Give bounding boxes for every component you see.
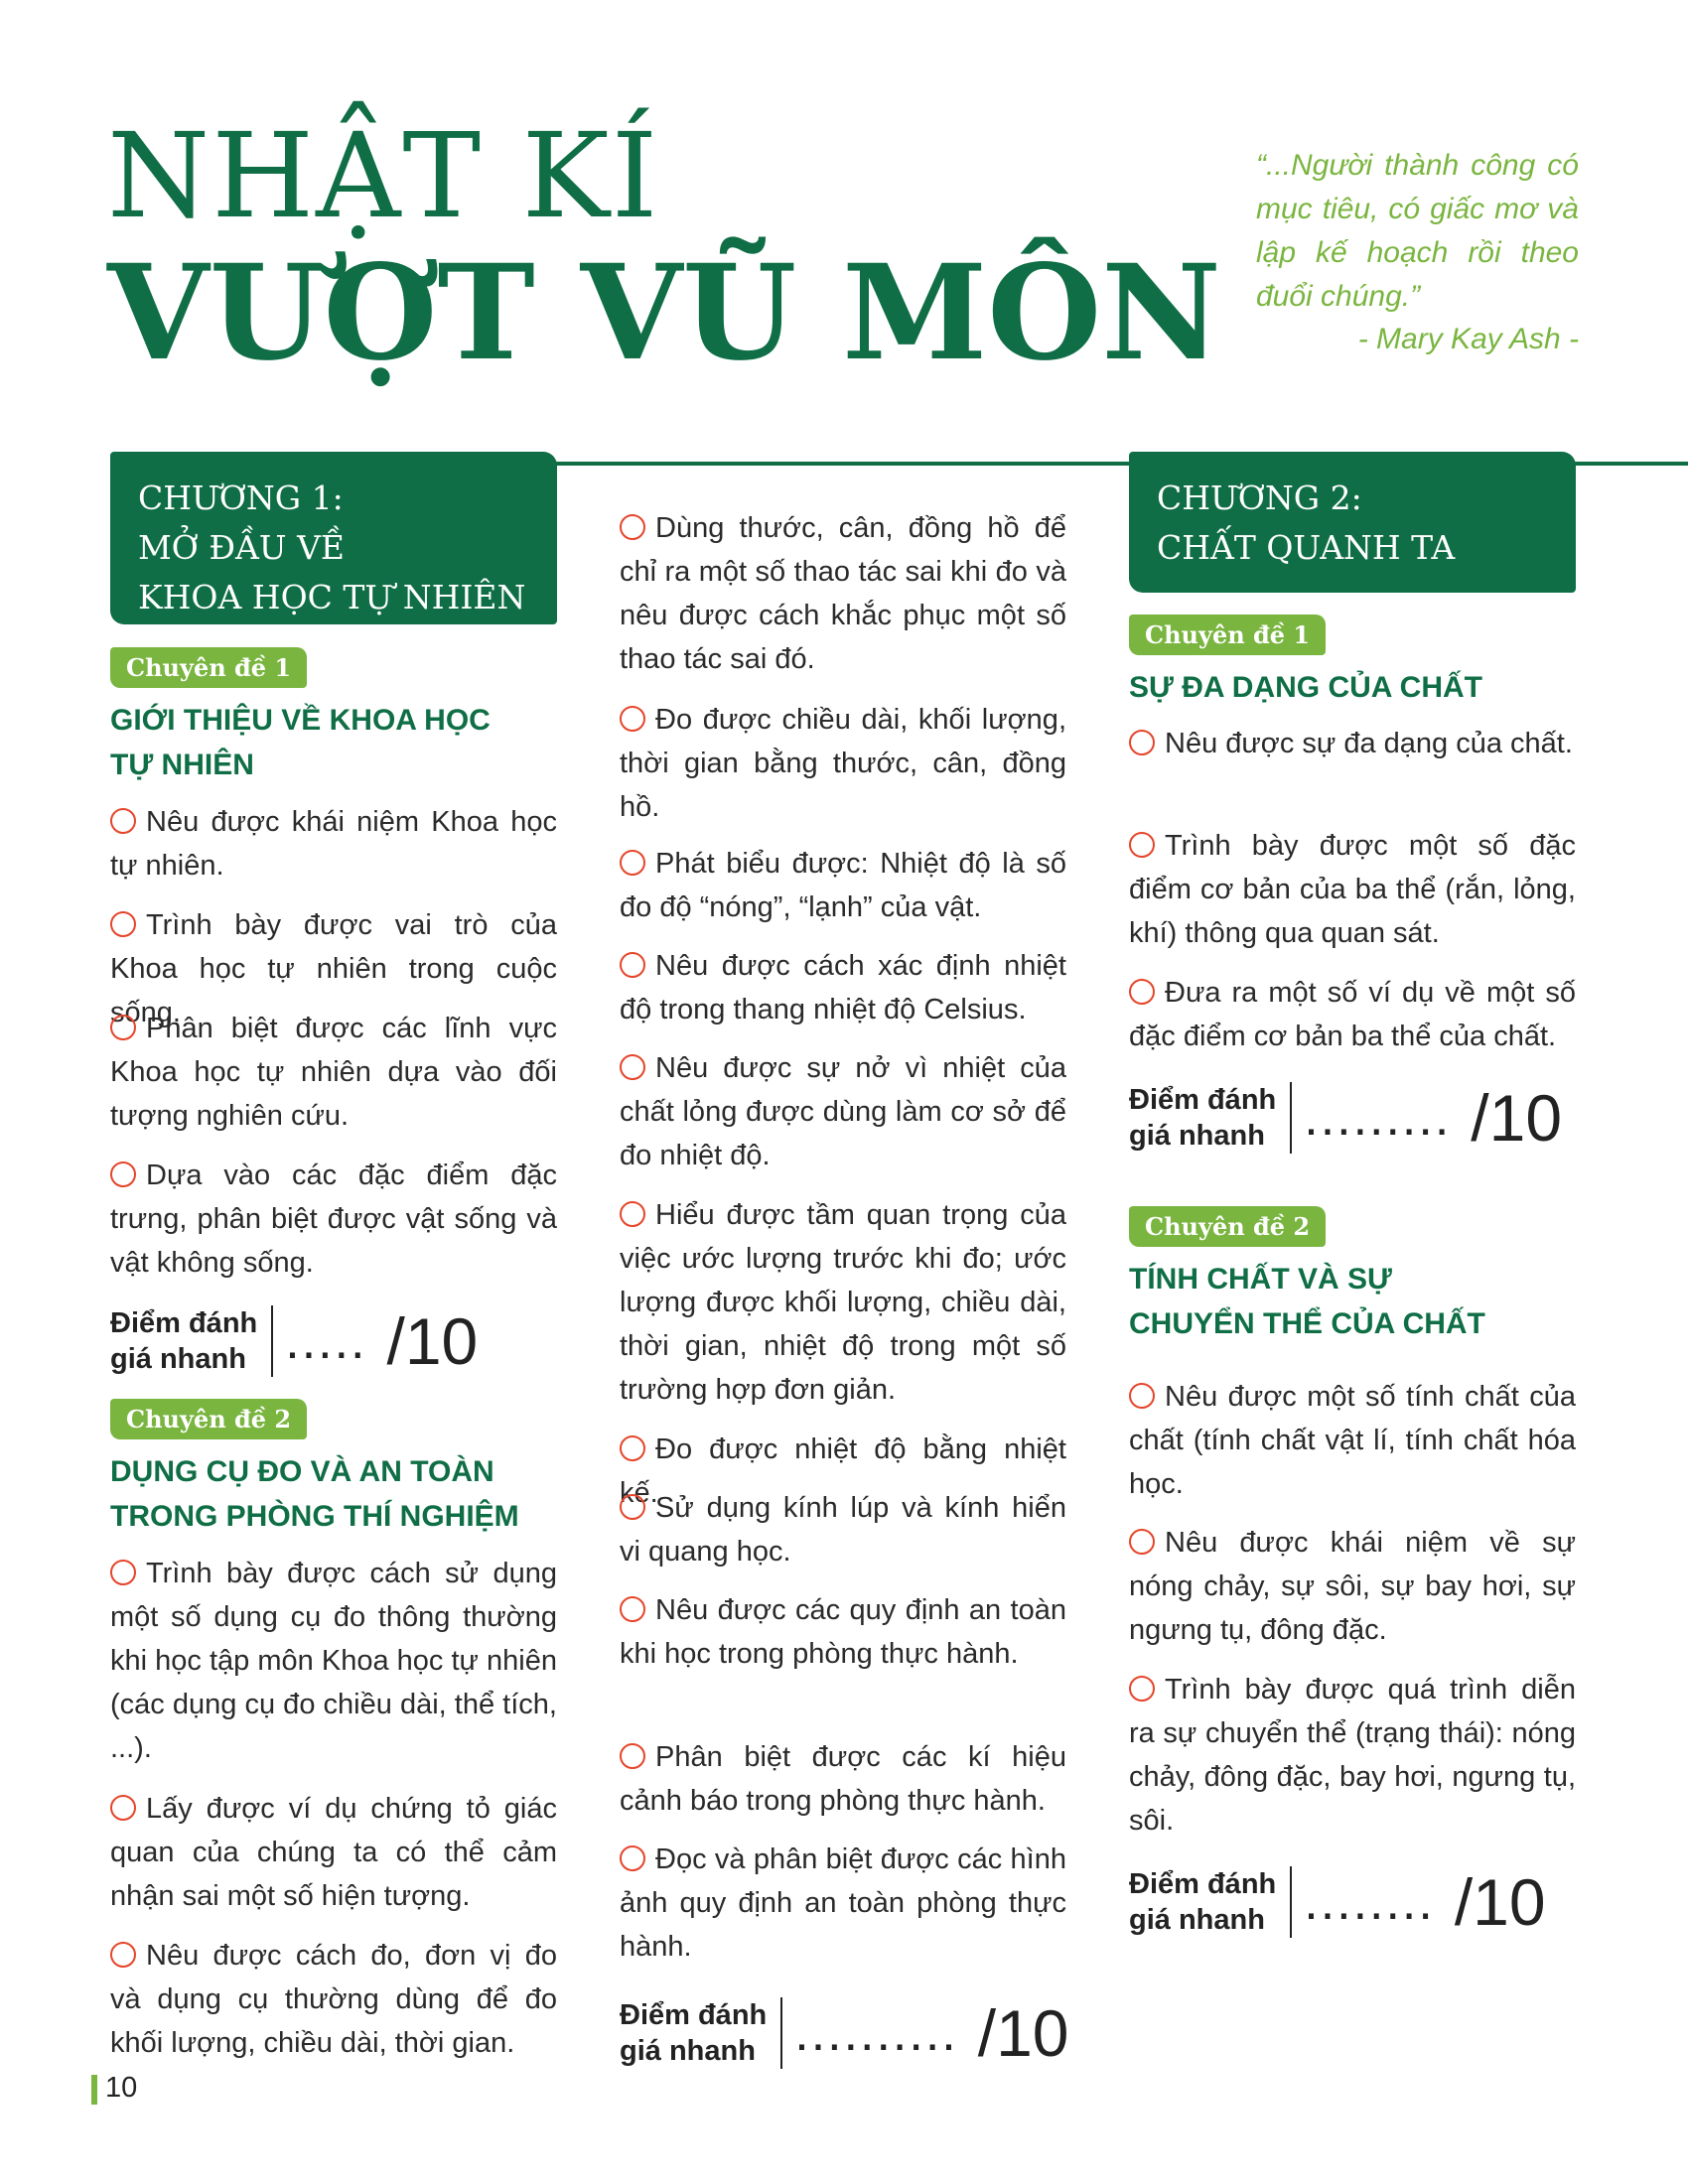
title-line-1: NHẬT KÍ <box>107 107 660 244</box>
circle-checkbox-icon[interactable] <box>620 514 645 540</box>
circle-checkbox-icon[interactable] <box>620 706 645 732</box>
checklist-item-text: Nêu được khái niệm Khoa học tự nhiên. <box>110 806 557 882</box>
circle-checkbox-icon[interactable] <box>1129 1529 1155 1555</box>
chapter-2-line: CHƯƠNG 2: <box>1157 478 1362 517</box>
score-label-line: giá nhanh <box>1129 1904 1265 1936</box>
quick-score <box>1129 1082 1562 1154</box>
topic-title-line: GIỚI THIỆU VỀ KHOA HỌC <box>110 704 491 737</box>
checklist-item-text: Hiểu được tầm quan trọng của việc ước lượng trước khi đo; ước lượng được khối lượng, chiều dài, thời gian, nhiệt độ trong một số trường hợp đơn giản. <box>620 1199 1066 1406</box>
checklist-item[interactable] <box>110 1787 557 1918</box>
circle-checkbox-icon[interactable] <box>620 1054 645 1080</box>
topic-title <box>110 698 557 787</box>
checklist-item-text: Dựa vào các đặc điểm đặc trưng, phân biệt được vật sống và vật không sống. <box>110 1160 557 1279</box>
chapter-2-line: CHẤT QUANH TA <box>1157 528 1456 567</box>
checklist-item[interactable] <box>620 1046 1066 1177</box>
topic-title-line: TRONG PHÒNG THÍ NGHIỆM <box>110 1500 519 1533</box>
checklist-item-text: Đưa ra một số ví dụ về một số đặc điểm cơ bản ba thể của chất. <box>1129 977 1576 1052</box>
score-blank[interactable]: ..... <box>285 1312 367 1370</box>
checklist-item[interactable] <box>1129 1668 1576 1843</box>
topic-title-line: DỤNG CỤ ĐO VÀ AN TOÀN <box>110 1455 494 1488</box>
checklist-item-text: Nêu được các quy định an toàn khi học trong phòng thực hành. <box>620 1594 1066 1670</box>
checklist-item[interactable] <box>110 800 557 887</box>
circle-checkbox-icon[interactable] <box>1129 1676 1155 1702</box>
title-line-2: VƯỢT VŨ MÔN <box>107 236 1221 390</box>
topic-badge: Chuyên đề 1 <box>1129 614 1326 655</box>
checklist-item-text: Nêu được cách đo, đơn vị đo và dụng cụ thường dùng để đo khối lượng, chiều dài, thời gian. <box>110 1940 557 2059</box>
checklist-item-text: Đo được chiều dài, khối lượng, thời gian bằng thước, cân, đồng hồ. <box>620 704 1066 823</box>
score-label-line: Điểm đánh <box>1129 1868 1277 1900</box>
checklist-item-text: Nêu được sự đa dạng của chất. <box>1165 728 1573 759</box>
score-blank[interactable]: .......... <box>794 2004 958 2062</box>
checklist-item[interactable] <box>110 1552 557 1770</box>
topic-title-line: TÍNH CHẤT VÀ SỰ <box>1129 1263 1392 1296</box>
checklist-item-text: Trình bày được cách sử dụng một số dụng cụ đo thông thường khi học tập môn Khoa học tự nhiên (các dụng cụ đo chiều dài, thể tích, ...). <box>110 1558 557 1764</box>
topic-badge: Chuyên đề 2 <box>1129 1206 1326 1247</box>
circle-checkbox-icon[interactable] <box>1129 832 1155 858</box>
checklist-item[interactable] <box>1129 1521 1576 1652</box>
score-max: /10 <box>386 1304 479 1378</box>
score-label-line: Điểm đánh <box>620 1999 768 2031</box>
score-max: /10 <box>1454 1865 1546 1939</box>
topic-title <box>1129 1257 1576 1346</box>
checklist-item[interactable] <box>1129 1375 1576 1506</box>
checklist-item-text: Trình bày được quá trình diễn ra sự chuyển thể (trạng thái): nóng chảy, đông đặc, bay hơi, ngưng tụ, sôi. <box>1129 1674 1576 1837</box>
circle-checkbox-icon[interactable] <box>620 1845 645 1871</box>
checklist-item[interactable] <box>110 1934 557 2065</box>
page-number: 10 <box>105 2072 138 2104</box>
score-label-line: Điểm đánh <box>110 1307 258 1339</box>
circle-checkbox-icon[interactable] <box>110 1161 136 1187</box>
circle-checkbox-icon[interactable] <box>110 1795 136 1821</box>
page-number-marker <box>91 2075 97 2105</box>
score-label-line: Điểm đánh <box>1129 1084 1277 1116</box>
score-blank[interactable]: ........ <box>1304 1873 1435 1931</box>
circle-checkbox-icon[interactable] <box>620 1435 645 1461</box>
chapter-1-line: CHƯƠNG 1: <box>138 478 344 517</box>
quick-score <box>620 1997 1068 2069</box>
checklist-item[interactable] <box>620 1193 1066 1412</box>
checklist-item-text: Trình bày được vai trò của Khoa học tự nhiên trong cuộc sống. <box>110 909 557 1028</box>
circle-checkbox-icon[interactable] <box>110 1560 136 1585</box>
checklist-item[interactable] <box>620 506 1066 681</box>
quote: “...Người thành công có mục tiêu, có giấc mơ và lập kế hoạch rồi theo đuổi chúng.” <box>1256 149 1579 313</box>
score-label <box>1129 1082 1292 1154</box>
circle-checkbox-icon[interactable] <box>110 808 136 834</box>
checklist-item-text: Đọc và phân biệt được các hình ảnh quy định an toàn phòng thực hành. <box>620 1843 1066 1963</box>
topic-badge: Chuyên đề 1 <box>110 647 307 688</box>
topic-title-line: CHUYỂN THỂ CỦA CHẤT <box>1129 1307 1485 1340</box>
checklist-item-text: Nêu được khái niệm về sự nóng chảy, sự sôi, sự bay hơi, sự ngưng tụ, đông đặc. <box>1129 1527 1576 1646</box>
checklist-item[interactable] <box>620 944 1066 1031</box>
checklist-item[interactable] <box>620 1588 1066 1676</box>
circle-checkbox-icon[interactable] <box>110 1942 136 1968</box>
circle-checkbox-icon[interactable] <box>1129 730 1155 755</box>
checklist-item[interactable] <box>1129 971 1576 1058</box>
checklist-item-text: Phát biểu được: Nhiệt độ là số đo độ “nóng”, “lạnh” của vật. <box>620 848 1066 923</box>
quick-score <box>110 1305 478 1377</box>
checklist-item-text: Lấy được ví dụ chứng tỏ giác quan của chúng ta có thể cảm nhận sai một số hiện tượng. <box>110 1793 557 1912</box>
checklist-item-text: Đo được nhiệt độ bằng nhiệt kế. <box>620 1433 1066 1509</box>
circle-checkbox-icon[interactable] <box>1129 1383 1155 1409</box>
quick-score <box>1129 1866 1546 1938</box>
checklist-item-text: Phân biệt được các lĩnh vực Khoa học tự nhiên dựa vào đối tượng nghiên cứu. <box>110 1013 557 1132</box>
score-blank[interactable]: ......... <box>1304 1089 1452 1147</box>
circle-checkbox-icon[interactable] <box>1129 979 1155 1005</box>
score-label-line: giá nhanh <box>620 2035 756 2067</box>
score-max: /10 <box>977 1996 1069 2070</box>
checklist-item[interactable] <box>620 842 1066 929</box>
circle-checkbox-icon[interactable] <box>620 1494 645 1520</box>
topic-title-line: SỰ ĐA DẠNG CỦA CHẤT <box>1129 671 1482 704</box>
score-label <box>620 1997 782 2069</box>
checklist-item-text: Nêu được cách xác định nhiệt độ trong thang nhiệt độ Celsius. <box>620 950 1066 1025</box>
score-label-line: giá nhanh <box>1129 1120 1265 1152</box>
checklist-item[interactable] <box>620 1838 1066 1969</box>
quote-author: - Mary Kay Ash - <box>1357 323 1579 355</box>
circle-checkbox-icon[interactable] <box>620 1743 645 1769</box>
topic-badge: Chuyên đề 2 <box>110 1399 307 1439</box>
checklist-item-text: Dùng thước, cân, đồng hồ để chỉ ra một số thao tác sai khi đo và nêu được cách khắc phục một số thao tác sai đó. <box>620 512 1066 675</box>
chapter-1-line: KHOA HỌC TỰ NHIÊN <box>138 578 526 616</box>
score-label-line: giá nhanh <box>110 1343 246 1375</box>
checklist-item[interactable] <box>620 1735 1066 1823</box>
topic-title-line: TỰ NHIÊN <box>110 749 254 781</box>
checklist-item[interactable] <box>110 1154 557 1285</box>
checklist-item[interactable] <box>620 1486 1066 1573</box>
checklist-item-text: Trình bày được một số đặc điểm cơ bản của ba thể (rắn, lỏng, khí) thông qua quan sát. <box>1129 830 1576 949</box>
checklist-item[interactable] <box>1129 824 1576 955</box>
checklist-item[interactable] <box>620 698 1066 829</box>
checklist-item[interactable] <box>110 1007 557 1138</box>
circle-checkbox-icon[interactable] <box>620 1201 645 1227</box>
chapter-1-header <box>110 452 557 624</box>
checklist-item-text: Nêu được sự nở vì nhiệt của chất lỏng được dùng làm cơ sở để đo nhiệt độ. <box>620 1052 1066 1171</box>
checklist-item[interactable] <box>1129 722 1576 765</box>
score-label <box>1129 1866 1292 1938</box>
checklist-item-text: Nêu được một số tính chất của chất (tính chất vật lí, tính chất hóa học. <box>1129 1381 1576 1500</box>
circle-checkbox-icon[interactable] <box>620 1596 645 1622</box>
chapter-1-line: MỞ ĐẦU VỀ <box>138 528 346 567</box>
score-label <box>110 1305 273 1377</box>
checklist-item-text: Sử dụng kính lúp và kính hiển vi quang học. <box>620 1492 1066 1568</box>
circle-checkbox-icon[interactable] <box>620 850 645 876</box>
checklist-item-text: Phân biệt được các kí hiệu cảnh báo trong phòng thực hành. <box>620 1741 1066 1817</box>
circle-checkbox-icon[interactable] <box>110 911 136 937</box>
topic-title <box>1129 665 1576 710</box>
topic-title <box>110 1449 557 1539</box>
chapter-2-header <box>1129 452 1576 593</box>
circle-checkbox-icon[interactable] <box>110 1015 136 1040</box>
circle-checkbox-icon[interactable] <box>620 952 645 978</box>
score-max: /10 <box>1471 1081 1563 1155</box>
